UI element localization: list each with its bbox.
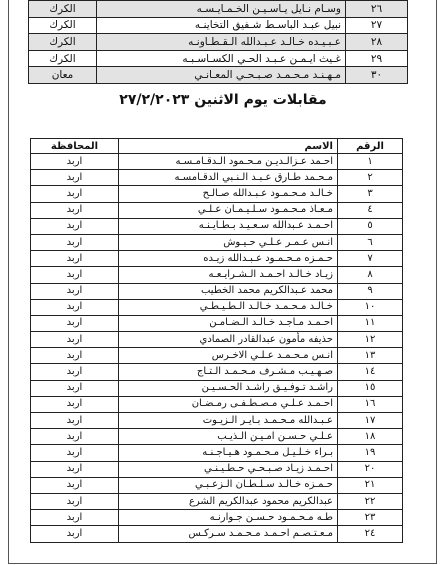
table-row (31, 218, 403, 234)
table-row (31, 429, 403, 445)
row-name: عبدالكريم محمود عبدالكريم الشرع (119, 493, 338, 509)
table-row (31, 154, 403, 170)
row-governorate: اربد (31, 348, 119, 364)
row-governorate: اربد (31, 429, 119, 445)
row-name: انـس عـمـر عـلـي حـيـوش (119, 234, 338, 250)
row-number: ٢١ (338, 477, 403, 493)
previous-list-table (28, 0, 408, 84)
row-number: ٧ (338, 251, 403, 267)
row-name: خـالـد مـحـمـود عـبـدالله صـالـح (119, 186, 338, 202)
row-name: راشـد تـوفـيـق راشـد الحـسـيـن (119, 380, 338, 396)
row-name: خـالـد مـحـمـد خـالـد الـطـيـطـي (119, 299, 338, 315)
table-row (31, 461, 403, 477)
row-number: ٢٣ (338, 510, 403, 526)
row-name: صـهـيـب مـشـرف مـحـمـد الـتـاج (119, 364, 338, 380)
row-number: ٢٤ (338, 526, 403, 542)
row-governorate: معان (29, 67, 97, 84)
interview-day-title: مقابلات يوم الاثنين ٢٧/٢/٢٠٢٣ (119, 92, 327, 108)
row-number: ٢٨ (346, 34, 408, 51)
row-number: ١٣ (338, 348, 403, 364)
interview-list-table (30, 138, 403, 543)
row-name: بـراء خـلـيـل مـحـمـود هـيـاجـنـه (119, 445, 338, 461)
row-governorate: اربد (31, 202, 119, 218)
header-name: الاسم (119, 139, 338, 154)
table-row (29, 67, 408, 84)
row-governorate: اربد (31, 283, 119, 299)
table-row (31, 283, 403, 299)
row-governorate: اربد (31, 445, 119, 461)
row-governorate: اربد (31, 218, 119, 234)
table-row (31, 202, 403, 218)
row-governorate: اربد (31, 234, 119, 250)
table-row (31, 493, 403, 509)
row-governorate: اربد (31, 364, 119, 380)
row-name: عـلـي حـسـن امـيـن الـذيـب (119, 429, 338, 445)
row-name: نبيل عبـد الباسـط شـفيق التخاينـه (97, 17, 346, 34)
row-governorate: اربد (31, 267, 119, 283)
row-governorate: الكرك (29, 34, 97, 51)
table-row (31, 251, 403, 267)
table-row (31, 380, 403, 396)
table-row (29, 50, 408, 67)
row-number: ٣٠ (346, 67, 408, 84)
table-row (31, 315, 403, 331)
table-row (31, 186, 403, 202)
row-number: ٤ (338, 202, 403, 218)
row-governorate: اربد (31, 251, 119, 267)
row-name: حـمـزه خـالـد سـلـطـان الـزعـبـي (119, 477, 338, 493)
row-number: ٢٠ (338, 461, 403, 477)
row-governorate: اربد (31, 186, 119, 202)
row-number: ١٥ (338, 380, 403, 396)
row-number: ٩ (338, 283, 403, 299)
row-name: احـمـد عـلـي مـصـطـفـى رمـضـان (119, 396, 338, 412)
row-number: ١٧ (338, 413, 403, 429)
table-row (31, 364, 403, 380)
row-name: وسـام نـايل يـاسـيـن الخـمـايـسـه (97, 1, 346, 18)
row-governorate: اربد (31, 380, 119, 396)
table-row (31, 526, 403, 542)
row-name: احـمـد مـاجـد خـالـد الـضـامـن (119, 315, 338, 331)
previous-list-body (29, 1, 408, 84)
row-number: ١٩ (338, 445, 403, 461)
row-governorate: اربد (31, 461, 119, 477)
table-row (29, 1, 408, 18)
row-number: ٨ (338, 267, 403, 283)
row-name: غـيث ايـمـن عـبـد الحـي الكسـاسـبـه (97, 50, 346, 67)
row-number: ٢٩ (346, 50, 408, 67)
row-name: مـعـاذ مـحـمـود سـلـيـمـان عـلـي (119, 202, 338, 218)
row-number: ١٠ (338, 299, 403, 315)
table-row (31, 332, 403, 348)
table-row (31, 234, 403, 250)
row-governorate: الكرك (29, 17, 97, 34)
table-row (31, 510, 403, 526)
row-governorate: اربد (31, 299, 119, 315)
row-governorate: اربد (31, 315, 119, 331)
table-row (31, 299, 403, 315)
table-row (31, 170, 403, 186)
row-governorate: اربد (31, 510, 119, 526)
row-name: مـحـمد طـارق عـبـد الـنـبي الدقـامسـه (119, 170, 338, 186)
row-governorate: الكرك (29, 50, 97, 67)
row-name: احـمد عـزالـديـن مـحـمود الـدقـامـسـه (119, 154, 338, 170)
row-name: حـمـزه مـحـمـود عـبـدالله زيـده (119, 251, 338, 267)
row-name: مـهـنـد مـحـمـد صـبـحـي المعـانـي (97, 67, 346, 84)
row-number: ١٢ (338, 332, 403, 348)
table-row (31, 267, 403, 283)
row-governorate: اربد (31, 332, 119, 348)
table-row (31, 413, 403, 429)
row-name: حذيفه مأمون عبدالقادر الصمادي (119, 332, 338, 348)
row-governorate: اربد (31, 493, 119, 509)
row-name: طـه مـحـمـود حـسـن جـوارنـه (119, 510, 338, 526)
row-number: ٢ (338, 170, 403, 186)
row-governorate: اربد (31, 170, 119, 186)
row-name: عـبـدالله مـحـمـد بـايـر الـزيـوت (119, 413, 338, 429)
row-number: ٥ (338, 218, 403, 234)
table-row (31, 396, 403, 412)
row-number: ٦ (338, 234, 403, 250)
row-governorate: اربد (31, 396, 119, 412)
row-number: ٢٧ (346, 17, 408, 34)
row-name: احـمـد عـبدالله سـعـيـد بـطـايـنـه (119, 218, 338, 234)
row-name: مـعـتـصـم احـمـد مـحـمـد سـركـس (119, 526, 338, 542)
table-row (31, 348, 403, 364)
interview-list-body (31, 154, 403, 543)
row-number: ١٤ (338, 364, 403, 380)
row-governorate: اربد (31, 526, 119, 542)
row-number: ١٦ (338, 396, 403, 412)
table-row (31, 477, 403, 493)
row-governorate: اربد (31, 413, 119, 429)
row-number: ١ (338, 154, 403, 170)
row-number: ٢٦ (346, 1, 408, 18)
row-number: ٣ (338, 186, 403, 202)
row-number: ١٨ (338, 429, 403, 445)
table-row (29, 17, 408, 34)
row-governorate: اربد (31, 154, 119, 170)
table-row (29, 34, 408, 51)
row-number: ١١ (338, 315, 403, 331)
table-row (31, 445, 403, 461)
row-governorate: الكرك (29, 1, 97, 18)
row-name: زيـاد خـالـد احـمـد الـشـرايـعـه (119, 267, 338, 283)
row-name: احـمـد زيـاد صـبـحـي حـطـيـنـي (119, 461, 338, 477)
row-number: ٢٢ (338, 493, 403, 509)
row-governorate: اربد (31, 477, 119, 493)
row-name: انـس مـحـمـد عـلـي الاخـرس (119, 348, 338, 364)
header-number: الرقم (338, 139, 403, 154)
row-name: عـبـيـده خـالـد عـبـدالله الـقـطـاونـه (97, 34, 346, 51)
table-header-row (31, 139, 403, 154)
header-governorate: المحافظة (31, 139, 119, 154)
row-name: محمد عـبدالكريم محمد الخطيب (119, 283, 338, 299)
